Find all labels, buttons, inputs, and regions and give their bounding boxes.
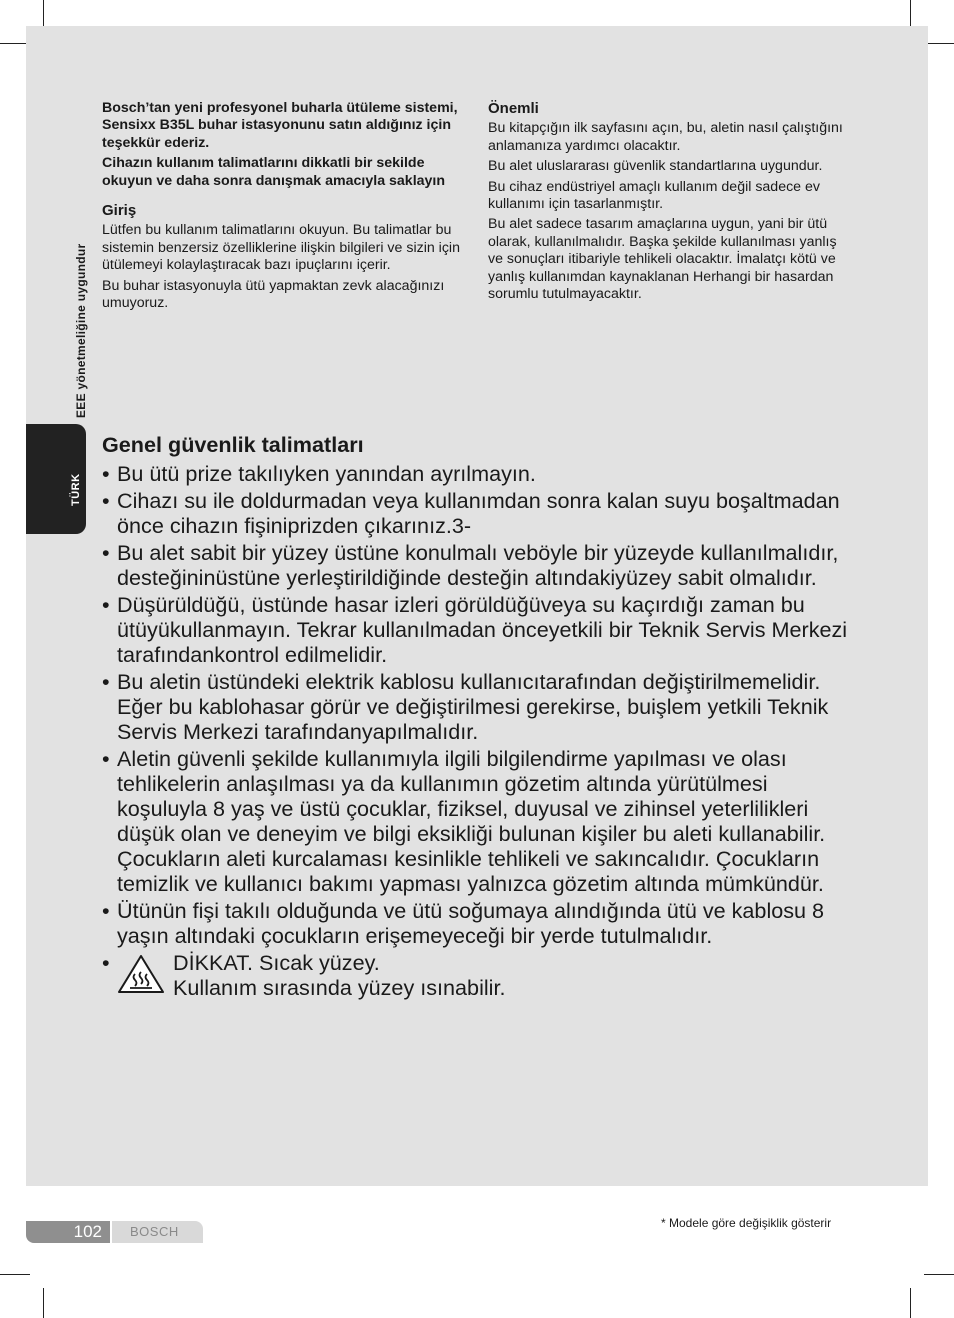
giris-paragraph: Lütfen bu kullanım talimatlarını okuyun. Bu talimatlar bu sistemin benzersiz özelliklerine ilişkin bilgileri ve sizin için ütülemeyi kolaylaştıracak bazı ipuçlarını içerir.: [102, 222, 460, 274]
important-heading: Önemli: [488, 100, 539, 117]
list-item: [102, 461, 862, 486]
bullet: •: [102, 746, 110, 771]
crop-mark: [910, 1288, 911, 1318]
thank-you-text: Bosch’tan yeni profesyonel buharla ütüleme sistemi, Sensixx B35L buhar istasyonunu satın aldığınız için teşekkür ederiz.: [102, 100, 458, 151]
list-item: [102, 540, 862, 590]
list-item-text: Aletin güvenli şekilde kullanımıyla ilgili bilgilendirme yapılması ve olası tehlikelerin anlaşılması ya da kullanımın gözetim altında yürütülmesi koşuluyla 8 yaş ve üstü çocuklar, fiziksel, duyusal ve zihinsel yeterlilikleri düşük olan ve deneyim ve bilgi eksikliği bulunan kişiler bu aleti kullanabilir. Çocukların aleti kurcalaması kesinlikle tehlikeli ve sakıncalıdır. Çocukların temizlik ve kullanıcı bakımı yapması yalnızca gözetim altında mümkündür.: [117, 746, 826, 896]
safety-section: [102, 432, 862, 1002]
important-paragraph: Bu alet sadece tasarım amaçlarına uygun, yani bir ütü olarak, kullanılmalıdır. Başka şekilde kullanılması yanlış ve sonuçları itibariyle tehlikeli olacaktır. İmalatçı kötü ve yanlış kullanımdan kaynaklanan Herhangi bir hasardan sorumlu tutulmayacaktır.: [488, 216, 837, 303]
warning-line: DİKKAT. Sıcak yüzey.: [173, 950, 380, 975]
intro-column: [102, 100, 460, 315]
bullet: •: [102, 950, 110, 975]
safety-list: [102, 461, 862, 1000]
bullet: •: [102, 898, 110, 923]
list-item-text: Düşürüldüğü, üstünde hasar izleri görüldüğüveya su kaçırdığı zaman bu ütüyükullanmayın. Tekrar kullanılmadan önceyetkili bir Teknik Servis Merkezi tarafındankontrol edilmelidir.: [117, 592, 848, 667]
bullet: •: [102, 461, 110, 486]
giris-paragraph: Bu buhar istasyonuyla ütü yapmaktan zevk alacağınızı umuyoruz.: [102, 277, 445, 312]
list-item: [102, 488, 862, 538]
page-number: 102: [73, 1222, 102, 1241]
side-label: [64, 200, 88, 418]
bullet: •: [102, 669, 110, 694]
hot-surface-warning-icon: [117, 954, 165, 994]
list-item: [102, 592, 862, 667]
brand-name: BOSCH: [130, 1224, 179, 1239]
side-label-text: EEE yönetmeliğine uygundur: [74, 243, 88, 418]
list-item-text: Cihazı su ile doldurmadan veya kullanımdan sonra kalan suyu boşaltmadan önce cihazın fişiniprizden çıkarınız.3-: [117, 488, 840, 538]
list-item: [102, 898, 862, 948]
footnote: * Modele göre değişiklik gösterir: [661, 1216, 832, 1230]
list-item: [102, 746, 862, 896]
crop-mark: [924, 43, 954, 44]
warning-line: Kullanım sırasında yüzey ısınabilir.: [173, 975, 506, 1000]
important-paragraph: Bu kitapçığın ilk sayfasını açın, bu, aletin nasıl çalıştığını anlamanıza yardımcı olacaktır.: [488, 120, 843, 154]
important-paragraph: Bu cihaz endüstriyel amaçlı kullanım değil sadece ev kullanımı için tasarlanmıştır.: [488, 178, 820, 213]
important-column: [488, 100, 850, 306]
read-instructions-text: Cihazın kullanım talimatlarını dikkatli bir sekilde okuyun ve daha sonra danışmak amacıyla saklayın: [102, 155, 446, 189]
list-item-text: Bu ütü prize takılıyken yanından ayrılmayın.: [117, 461, 536, 486]
giris-heading: Giriş: [102, 202, 137, 220]
warning-item: [102, 950, 862, 1000]
crop-mark: [0, 1274, 30, 1275]
bullet: •: [102, 540, 110, 565]
language-tab: [26, 424, 86, 534]
crop-mark: [43, 1288, 44, 1318]
bullet: •: [102, 488, 110, 513]
list-item: [102, 669, 862, 744]
hot-surface-warning: [117, 950, 862, 1000]
list-item-text: Ütünün fişi takılı olduğunda ve ütü soğumaya alındığında ütü ve kablosu 8 yaşın altındaki çocukların erişemeyeceği bir yerde tutulmalıdır.: [117, 898, 825, 948]
warning-text: [173, 950, 505, 1000]
crop-mark: [924, 1274, 954, 1275]
page-number-box: [26, 1221, 110, 1243]
important-paragraph: Bu alet uluslararası güvenlik standartlarına uygundur.: [488, 158, 823, 175]
bullet: •: [102, 592, 110, 617]
brand-box: [112, 1221, 203, 1243]
list-item-text: Bu aletin üstündeki elektrik kablosu kullanıcıtarafından değiştirilmemelidir. Eğer bu kablohasar görür ve değiştirilmesi gerekirse, buişlem yetkili Teknik Servis Merkezi tarafındanyapılmalıdır.: [117, 669, 829, 744]
list-item-text: Bu alet sabit bir yüzey üstüne konulmalı veböyle bir yüzeyde kullanılmalıdır, desteğininüstüne yerleştirildiğinde desteğin altındakiyüzey sabit olmalıdır.: [117, 540, 839, 590]
safety-heading: Genel güvenlik talimatları: [102, 432, 364, 457]
language-tab-label: TÜRK: [70, 473, 82, 506]
